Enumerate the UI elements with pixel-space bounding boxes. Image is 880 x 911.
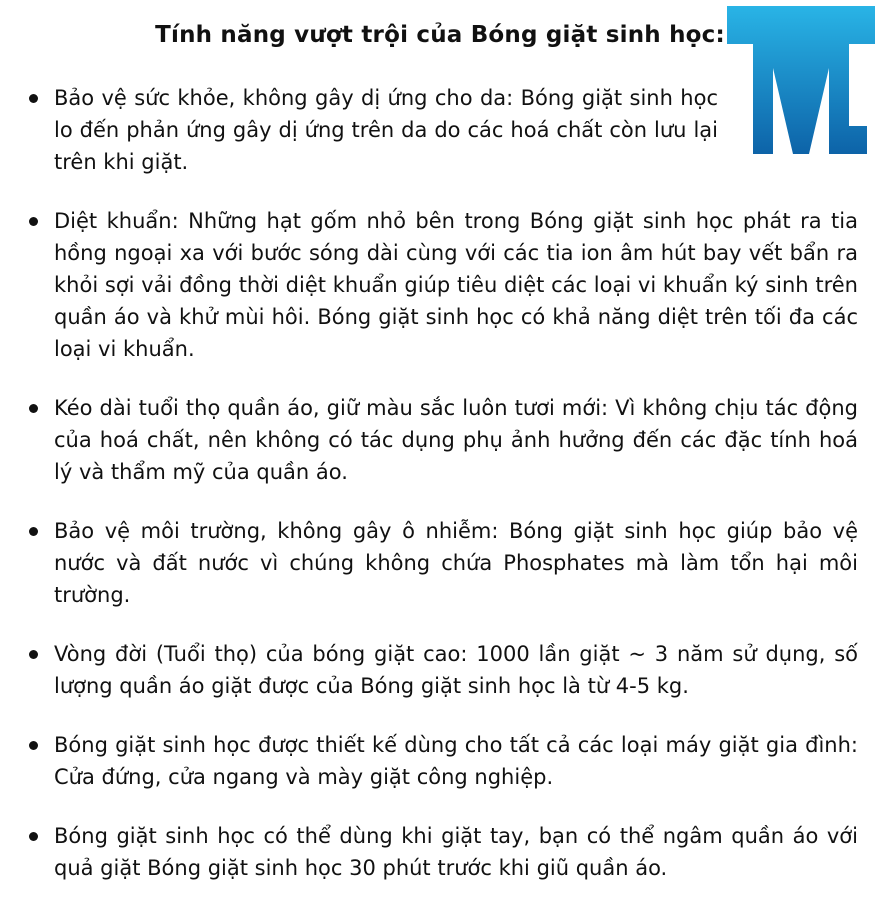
bullet-icon: [29, 741, 38, 750]
feature-text: Kéo dài tuổi thọ quần áo, giữ màu sắc luôn tươi mới: Vì không chịu tác động của hoá chất, nên không có tác dụng phụ ảnh hưởng đến các đặc tính hoá lý và thẩm mỹ của quần áo.: [54, 396, 858, 484]
bullet-icon: [29, 832, 38, 841]
feature-text: Bảo vệ sức khỏe, không gây dị ứng cho da: Bóng giặt sinh học lo đến phản ứng gây dị ứng trên da do các hoá chất còn lưu lại trên khi giặt.: [54, 86, 718, 174]
list-item: [22, 205, 858, 365]
feature-text: Diệt khuẩn: Những hạt gốm nhỏ bên trong Bóng giặt sinh học phát ra tia hồng ngoại xa với bước sóng dài cùng với các tia ion âm hút bay vết bẩn ra khỏi sợi vải đồng thời diệt khuẩn giúp tiêu diệt các loại vi khuẩn ký sinh trên quần áo và khử mùi hôi. Bóng giặt sinh học có khả năng diệt trên tối đa các loại vi khuẩn.: [54, 209, 858, 361]
m-letter-shape: [727, 6, 875, 154]
feature-list: [22, 82, 858, 911]
list-item: [22, 638, 858, 702]
list-item: [22, 392, 858, 488]
bullet-icon: [29, 527, 38, 536]
bullet-icon: [29, 217, 38, 226]
page-title: Tính năng vượt trội của Bóng giặt sinh học:: [155, 22, 725, 48]
list-item: [22, 515, 858, 611]
feature-text: Bóng giặt sinh học được thiết kế dùng cho tất cả các loại máy giặt gia đình: Cửa đứng, cửa ngang và mày giặt công nghiệp.: [54, 733, 858, 789]
bullet-icon: [29, 94, 38, 103]
list-item: [22, 729, 858, 793]
bullet-icon: [29, 404, 38, 413]
bullet-icon: [29, 650, 38, 659]
feature-text: Bảo vệ môi trường, không gây ô nhiễm: Bóng giặt sinh học giúp bảo vệ nước và đất nước vì chúng không chứa Phosphates mà làm tổn hại môi trường.: [54, 519, 858, 607]
feature-text: Bóng giặt sinh học có thể dùng khi giặt tay, bạn có thể ngâm quần áo với quả giặt Bóng giặt sinh học 30 phút trước khi giũ quần áo.: [54, 824, 858, 880]
list-item: [22, 820, 858, 884]
feature-text: Vòng đời (Tuổi thọ) của bóng giặt cao: 1000 lần giặt ~ 3 năm sử dụng, số lượng quần áo giặt được của Bóng giặt sinh học là từ 4-5 kg.: [54, 642, 858, 698]
m-letter-logo-icon: [727, 6, 875, 154]
